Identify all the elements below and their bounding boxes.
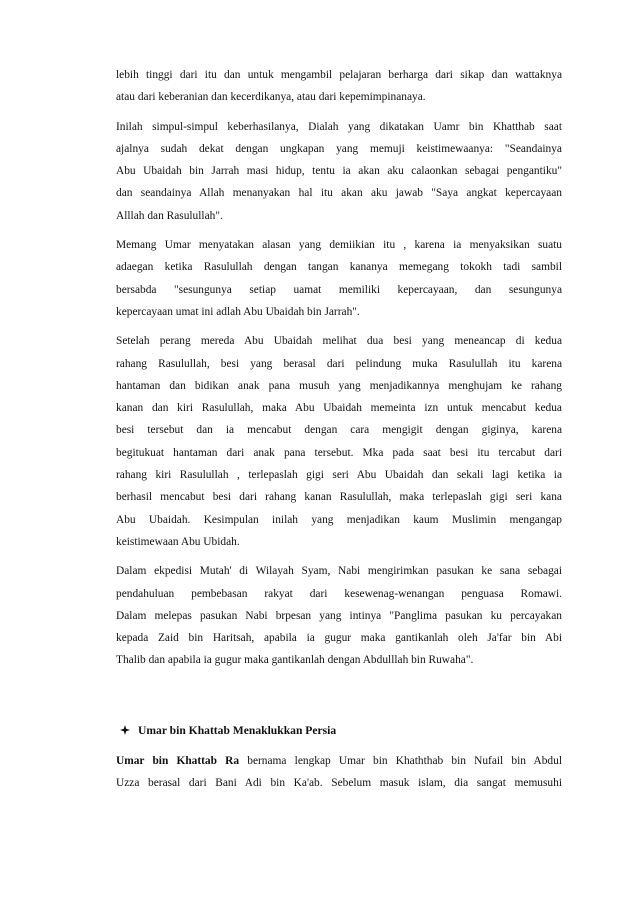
text-line: keistimewaan Abu Ubidah. — [116, 535, 240, 548]
text-line: berhasil mencabut besi dari rahang kanan Rasulullah, maka terlepaslah gigi seri kana — [116, 491, 562, 504]
text-line: Alllah dan Rasulullah". — [116, 209, 223, 222]
document-body — [116, 64, 562, 672]
paragraph-4 — [116, 330, 562, 553]
section-heading — [116, 720, 562, 742]
text-line — [116, 750, 562, 772]
paragraph-6 — [116, 750, 562, 795]
text-line: Memang Umar menyatakan alasan yang demiikian itu , karena ia menyaksikan suatu — [116, 239, 562, 252]
bold-lead: Umar bin Khattab Ra — [116, 755, 240, 767]
text-line: Inilah simpul-simpul keberhasilanya, Dialah yang dikatakan Uamr bin Khatthab saat — [116, 120, 562, 133]
paragraph-1 — [116, 64, 562, 109]
text-line: pendahuluan pembebasan rakyat dari kesewenag-wenangan penguasa Romawi. — [116, 587, 562, 600]
section-heading-block — [116, 720, 562, 742]
text-line: atau dari keberanian dan kecerdikanya, atau dari kepemimpinanaya. — [116, 91, 426, 104]
text-run: bernama lengkap Umar bin Khaththab bin Nufail bin Abdul — [247, 755, 562, 767]
text-line: dan seandainya Allah menanyakan hal itu akan aku jawab "Saya angkat kepercayaan — [116, 187, 562, 200]
paragraph-5 — [116, 560, 562, 671]
paragraph-2 — [116, 116, 562, 227]
diamond-bullet-icon — [120, 725, 130, 735]
text-line: rahang kiri Rasulullah , terlepaslah gigi seri Abu Ubaidah dan sekali lagi ketika ia — [116, 469, 562, 482]
text-line: rahang Rasulullah, besi yang berasal dari pelindung muka Rasulullah itu karena — [116, 357, 562, 370]
text-line: hantaman dan bidikan anak pana musuh yang menjadikannya menghujam ke rahang — [116, 379, 562, 392]
text-line: begitukuat hantaman dari anak pana tersebut. Mka pada saat besi itu tercabut dari — [116, 446, 562, 459]
text-line: Setelah perang mereda Abu Ubaidah melihat dua besi yang meneancap di kedua — [116, 335, 562, 348]
text-line: lebih tinggi dari itu dan untuk mengambil pelajaran berharga dari sikap dan wattaknya — [116, 69, 562, 81]
paragraph-3 — [116, 234, 562, 323]
text-line: Dalam melepas pasukan Nabi brpesan yang intinya "Panglima pasukan ku percayakan — [116, 609, 562, 622]
text-line: kepercayaan umat ini adlah Abu Ubaidah bin Jarrah". — [116, 305, 360, 318]
text-line: adaegan ketika Rasulullah dengan tangan kananya memegang tokokh tadi sambil — [116, 261, 562, 274]
text-line: besi tersebut dan ia mencabut dengan cara mengigit dengan giginya, karena — [116, 424, 562, 437]
text-line: Dalam ekpedisi Mutah' di Wilayah Syam, Nabi mengirimkan pasukan ke sana sebagai — [116, 565, 562, 578]
text-line: Thalib dan apabila ia gugur maka gantikanlah dengan Abdulllah bin Ruwaha". — [116, 654, 474, 667]
text-line: ajalnya sudah dekat dengan ungkapan yang memuji keistimewaanya: "Seandainya — [116, 142, 562, 155]
text-line: kepada Zaid bin Haritsah, apabila ia gugur maka gantikanlah oleh Ja'far bin Abi — [116, 632, 562, 645]
text-line: kanan dan kiri Rasulullah, maka Abu Ubaidah memeinta izn untuk mencabut kedua — [116, 402, 562, 415]
text-line: Abu Ubaidah bin Jarrah masi hidup, tentu ia akan aku calaonkan sebagai pengantiku" — [116, 165, 562, 178]
text-line: Abu Ubaidah. Kesimpulan inilah yang menjadikan kaum Muslimin mengangap — [116, 513, 562, 526]
section-heading-text: Umar bin Khattab Menaklukkan Persia — [138, 724, 337, 737]
text-line: Uzza berasal dari Bani Adi bin Ka'ab. Sebelum masuk islam, dia sangat memusuhi — [116, 777, 562, 790]
text-line: bersabda "sesungunya setiap uamat memiliki kepercayaan, dan sesungunya — [116, 283, 562, 296]
